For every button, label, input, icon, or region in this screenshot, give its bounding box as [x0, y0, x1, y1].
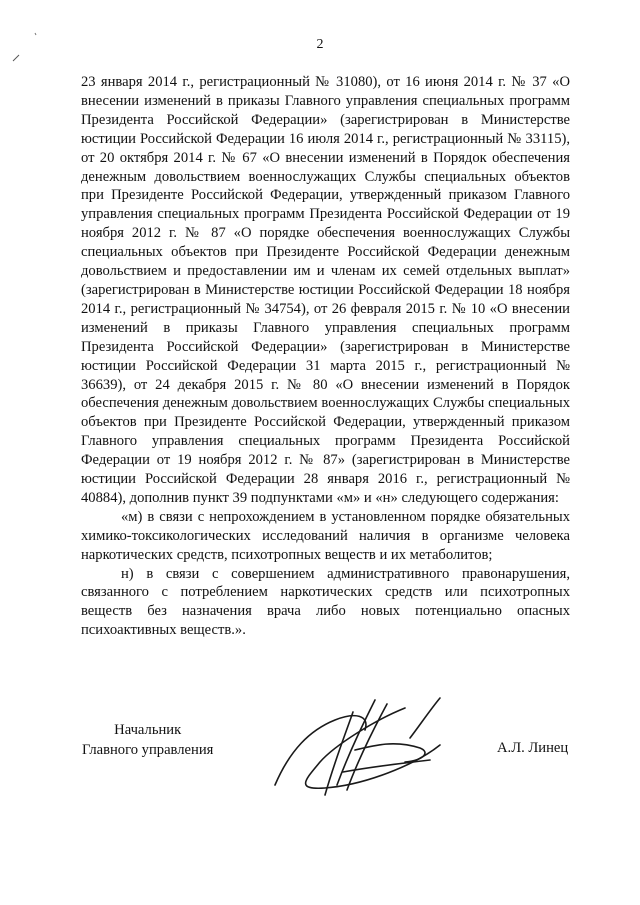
signatory-title [82, 720, 213, 760]
page-number: 2 [316, 37, 324, 52]
signatory-title-line2: Главного управления [82, 742, 214, 758]
paragraph-subpoint-n: н) в связи с совершением административного правонарушения, связанного с потреблением наркотических средств или психотропных веществ без назначения врача либо новых потенциально опасных психоактивных веществ.». [81, 565, 570, 639]
handwritten-signature [255, 690, 465, 805]
paragraph-amendments: 23 января 2014 г., регистрационный № 31080), от 16 июня 2014 г. № 37 «О внесении изменений в приказы Главного управления специальных программ Президента Российской Федерации» (зарегистрирован в Министерстве юстиции Российской Федерации 16 июля 2014 г., регистрационный № 33115), от 20 октября 2014 г. № 67 «О внесении изменений в Порядок обеспечения денежным довольствием военнослужащих Службы специальных объектов при Президенте Российской Федерации, утвержденный приказом Главного управления специальных программ Президента Российской Федерации от 19 ноября 2012 г. № 87 «О порядке обеспечения военнослужащих Службы специальных объектов при Президенте Российской Федерации денежным довольствием и предоставлении им и членам их семей отдельных выплат» (зарегистрирован в Министерстве юстиции Российской Федерации 18 ноября 2014 г., регистрационный № 34754), от 26 февраля 2015 г. № 10 «О внесении изменений в приказы Главного управления специальных программ Президента Российской Федерации» (зарегистрирован в Министерстве юстиции Российской Федерации 31 марта 2015 г., регистрационный № 36639), от 24 декабря 2015 г. № 80 «О внесении изменений в Порядок обеспечения денежным довольствием военнослужащих Службы специальных объектов при Президенте Российской Федерации, утвержденный приказом Главного управления специальных программ Президента Российской Федерации от 19 ноября 2012 г. № 87» (зарегистрирован в Министерстве юстиции Российской Федерации 28 января 2016 г., регистрационный № 40884), дополнив пункт 39 подпунктами «м» и «н» следующего содержания: [81, 74, 570, 506]
document-body [81, 73, 570, 640]
signatory-name: А.Л. Линец [497, 740, 569, 756]
signatory-title-line1: Начальник [114, 722, 182, 738]
paragraph-subpoint-m: «м) в связи с непрохождением в установленном порядке обязательных химико-токсикологических исследований наличия в организме человека наркотических средств, психотропных веществ и их метаболитов; [81, 508, 570, 563]
